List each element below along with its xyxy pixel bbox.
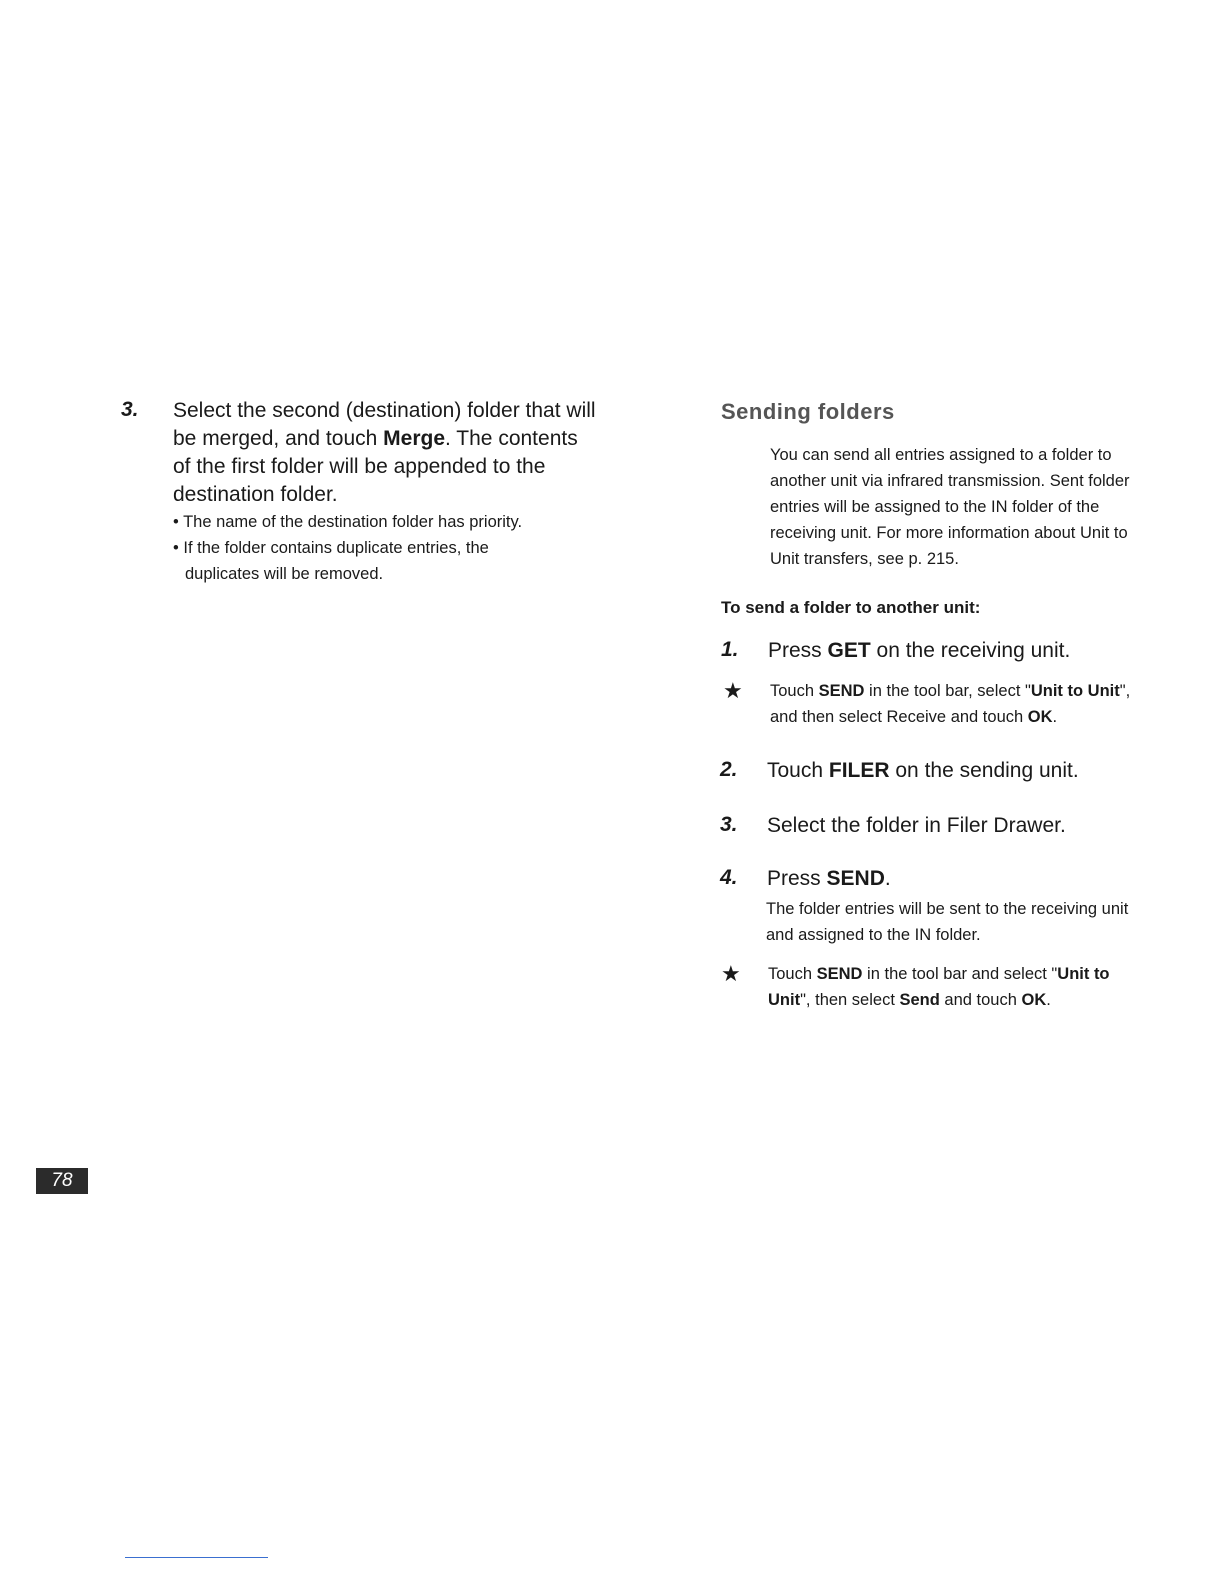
intro-line: entries will be assigned to the IN folder of the [770,498,1100,516]
step-4-text: Press SEND. [767,867,891,890]
step-3-text [173,397,633,509]
step-3-line: destination folder. [173,483,338,506]
footer-divider [125,1557,268,1558]
step-number: 3. [720,813,738,836]
step-4-description: The folder entries will be sent to the receiving unit and assigned to the IN folder. [766,900,1129,944]
bullet-item: • If the folder contains duplicate entries, the [173,539,489,557]
merge-keyword: Merge [383,427,446,450]
bullet-item: • The name of the destination folder has priority. [173,513,523,531]
intro-line: You can send all entries assigned to a folder to [770,446,1112,464]
step-3-right-text: Select the folder in Filer Drawer. [767,814,1066,837]
step-number: 1. [721,638,739,661]
step-number: 4. [720,866,738,889]
note-1: Touch SEND in the tool bar, select "Unit to Unit", and then select Receive and touch OK. [770,682,1131,726]
subheading: To send a folder to another unit: [721,598,981,617]
step-2-text: Touch FILER on the sending unit. [767,759,1079,782]
star-icon: ★ [721,961,741,986]
intro-line: receiving unit. For more information about Unit to [770,524,1128,542]
section-heading: Sending folders [721,399,895,424]
bullet-item: duplicates will be removed. [185,565,384,583]
intro-paragraph [770,442,1210,572]
step-3-line: Select the second (destination) folder that will [173,399,596,422]
bullet-list [173,509,633,587]
intro-line: another unit via infrared transmission. Sent folder [770,472,1130,490]
filer-keyword: FILER [828,759,890,782]
get-keyword: GET [827,639,871,662]
page-number: 78 [36,1168,88,1194]
send-keyword: SEND [826,867,885,890]
note-2: Touch SEND in the tool bar and select "Unit to Unit", then select Send and touch OK. [768,965,1110,1009]
step-number: 3. [121,398,139,421]
star-icon: ★ [723,678,743,703]
step-1-text: Press GET on the receiving unit. [768,639,1071,662]
step-number: 2. [720,758,738,781]
intro-line: Unit transfers, see p. 215. [770,550,959,568]
step-3-line: of the first folder will be appended to the [173,455,546,478]
step-3-line: be merged, and touch Merge. The contents [173,427,578,450]
